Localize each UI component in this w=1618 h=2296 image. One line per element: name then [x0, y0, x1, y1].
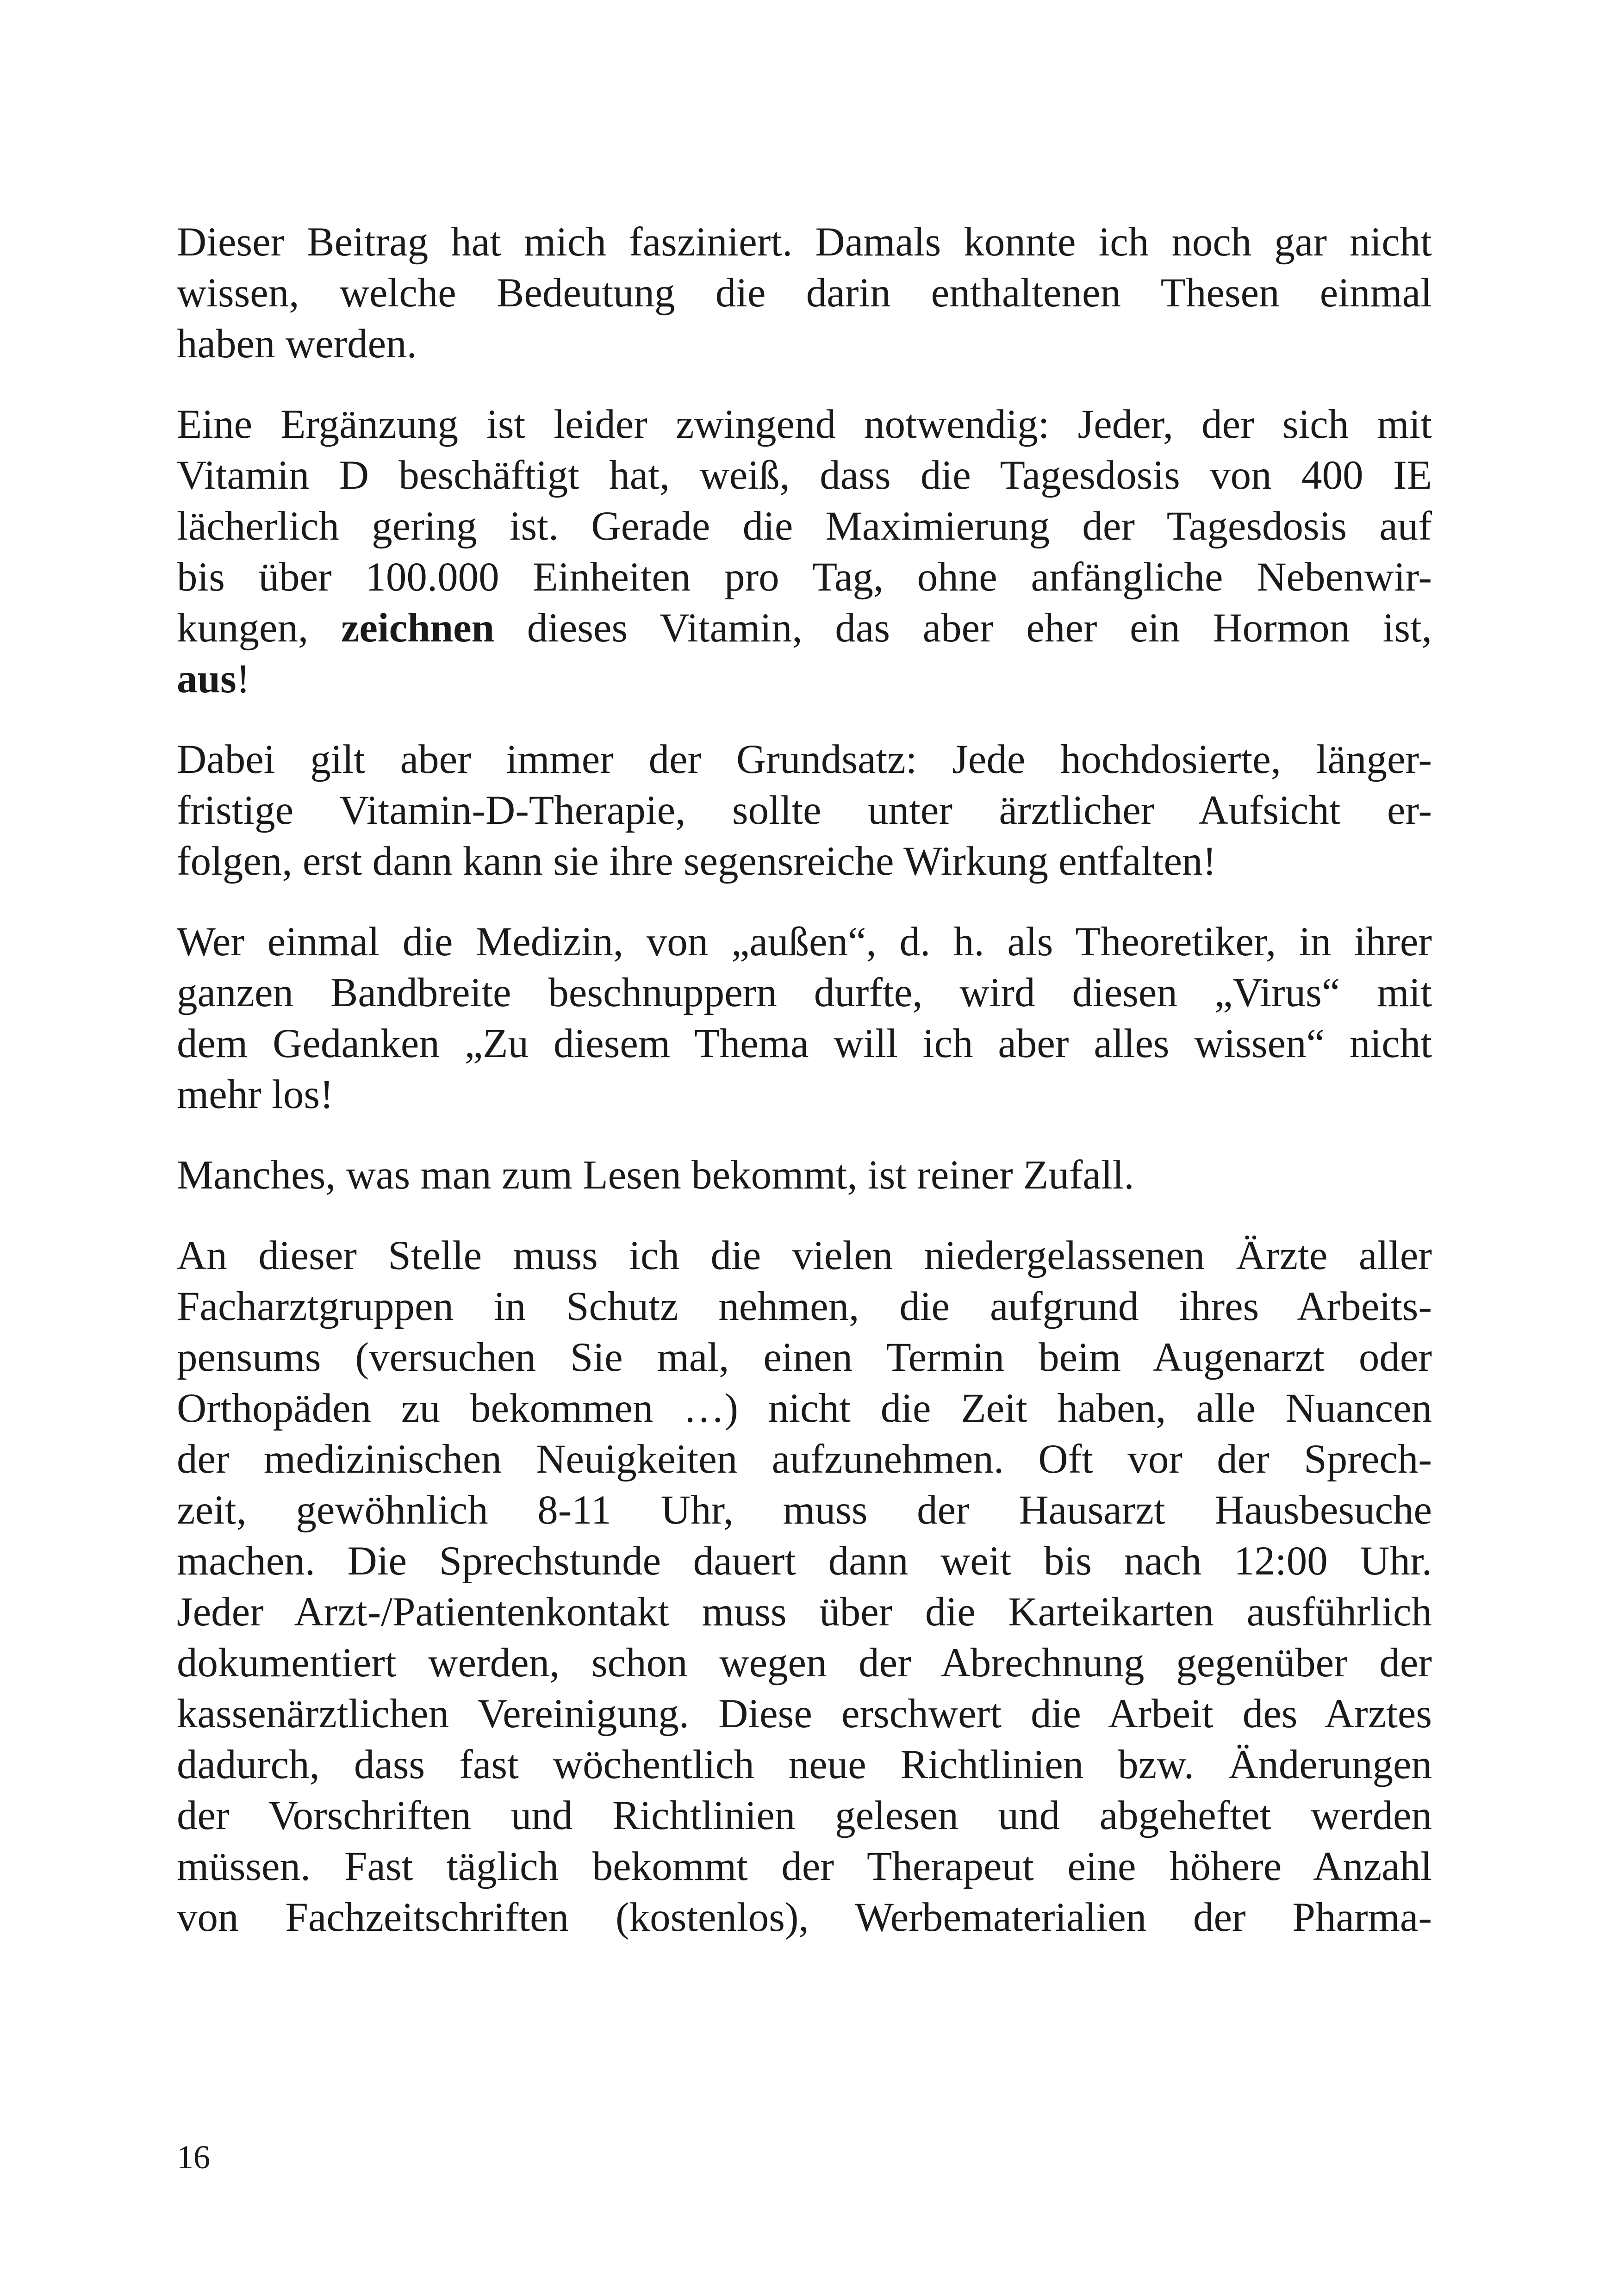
- text-line: bis über 100.000 Einheiten pro Tag, ohne anfängliche Nebenwir-: [177, 554, 1432, 600]
- text-line: dem Gedanken „Zu diesem Thema will ich aber alles wissen“ nicht: [177, 1021, 1432, 1066]
- text-line: der medizinischen Neuigkeiten aufzunehmen. Oft vor der Sprech-: [177, 1437, 1432, 1482]
- paragraph-4: [177, 916, 1432, 1120]
- text-line: dadurch, dass fast wöchentlich neue Richtlinien bzw. Änderungen: [177, 1742, 1432, 1787]
- text-line: Jeder Arzt-/Patientenkontakt muss über die Karteikarten ausführlich: [177, 1589, 1432, 1635]
- text-line: kassenärztlichen Vereinigung. Diese erschwert die Arbeit des Arztes: [177, 1691, 1432, 1736]
- text-line: Vitamin D beschäftigt hat, weiß, dass die Tagesdosis von 400 IE: [177, 453, 1432, 498]
- text-line: Dieser Beitrag hat mich fasziniert. Damals konnte ich noch gar nicht: [177, 219, 1432, 265]
- bold-text: zeichnen: [341, 605, 495, 651]
- text-line: Facharztgruppen in Schutz nehmen, die aufgrund ihres Arbeits-: [177, 1284, 1432, 1329]
- text-line: fristige Vitamin-D-Therapie, sollte unter ärztlicher Aufsicht er-: [177, 788, 1432, 833]
- paragraph-3: [177, 734, 1432, 887]
- text-line: folgen, erst dann kann sie ihre segensreiche Wirkung entfalten!: [177, 839, 1217, 884]
- paragraph-5: [177, 1150, 1432, 1201]
- text-line: von Fachzeitschriften (kostenlos), Werbematerialien der Pharma-: [177, 1895, 1432, 1940]
- paragraph-1: [177, 217, 1432, 369]
- text-line: zeit, gewöhnlich 8-11 Uhr, muss der Hausarzt Hausbesuche: [177, 1487, 1432, 1533]
- text-line: Orthopäden zu bekommen …) nicht die Zeit haben, alle Nuancen: [177, 1386, 1432, 1431]
- page-number: 16: [177, 2139, 210, 2176]
- text-line: ganzen Bandbreite beschnuppern durfte, wird diesen „Virus“ mit: [177, 970, 1432, 1015]
- body-text: [177, 217, 1432, 1972]
- text-line: [177, 653, 1432, 704]
- text-line: pensums (versuchen Sie mal, einen Termin beim Augenarzt oder: [177, 1335, 1432, 1380]
- paragraph-2: [177, 399, 1432, 704]
- text-line: [177, 603, 1432, 653]
- text-line: haben werden.: [177, 321, 417, 367]
- text-segment: kungen,: [177, 605, 341, 651]
- text-line: Manches, was man zum Lesen bekommt, ist reiner Zufall.: [177, 1152, 1134, 1198]
- text-line: lächerlich gering ist. Gerade die Maximierung der Tagesdosis auf: [177, 504, 1432, 549]
- text-line: dokumentiert werden, schon wegen der Abrechnung gegenüber der: [177, 1640, 1432, 1686]
- text-line: der Vorschriften und Richtlinien gelesen und abgeheftet werden: [177, 1793, 1432, 1838]
- text-line: mehr los!: [177, 1072, 334, 1117]
- text-line: müssen. Fast täglich bekommt der Therapeut eine höhere Anzahl: [177, 1844, 1432, 1889]
- text-line: Eine Ergänzung ist leider zwingend notwendig: Jeder, der sich mit: [177, 402, 1432, 447]
- text-segment: !: [236, 656, 250, 702]
- text-segment: dieses Vitamin, das aber eher ein Hormon ist,: [494, 605, 1432, 651]
- bold-text: aus: [177, 656, 236, 702]
- text-line: An dieser Stelle muss ich die vielen niedergelassenen Ärzte aller: [177, 1233, 1432, 1278]
- text-line: machen. Die Sprechstunde dauert dann weit bis nach 12:00 Uhr.: [177, 1538, 1432, 1584]
- text-line: wissen, welche Bedeutung die darin enthaltenen Thesen einmal: [177, 270, 1432, 316]
- text-line: Wer einmal die Medizin, von „außen“, d. h. als Theoretiker, in ihrer: [177, 919, 1432, 964]
- text-line: Dabei gilt aber immer der Grundsatz: Jede hochdosierte, länger-: [177, 737, 1432, 782]
- paragraph-6: [177, 1230, 1432, 1943]
